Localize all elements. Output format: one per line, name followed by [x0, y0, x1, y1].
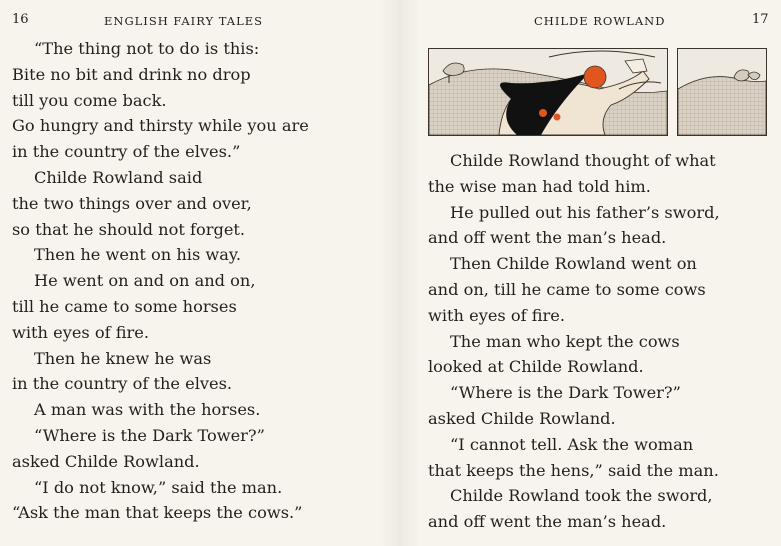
text-line: till you come back.	[12, 90, 167, 110]
text-line: so that he should not forget.	[12, 219, 246, 239]
text-line: He pulled out his father’s sword,	[450, 202, 720, 222]
text-line: and off went the man’s head.	[428, 228, 667, 248]
text-line: The man who kept the cows	[450, 331, 680, 351]
text-line: Childe Rowland took the sword,	[450, 486, 713, 506]
text-line: and off went the man’s head.	[428, 512, 667, 532]
text-line: A man was with the horses.	[34, 400, 261, 420]
text-line: “I do not know,” said the man.	[34, 477, 283, 497]
text-line: with eyes of fire.	[428, 305, 566, 325]
text-line: the wise man had told him.	[428, 176, 651, 196]
text-line: Childe Rowland thought of what	[450, 151, 716, 170]
right-page	[400, 0, 781, 546]
text-line: Go hungry and thirsty while you are	[12, 116, 309, 136]
text-line: “Where is the Dark Tower?”	[450, 383, 681, 403]
text-line: Then he went on his way.	[34, 245, 242, 265]
right-running-head: CHILDE ROWLAND	[534, 14, 666, 28]
text-line: Then Childe Rowland went on	[450, 254, 697, 274]
illustration-main-art	[429, 49, 667, 135]
text-line: in the country of the elves.	[12, 374, 233, 394]
text-line: He went on and on and on,	[34, 271, 256, 291]
text-line: with eyes of fire.	[12, 322, 150, 342]
illustration-main	[428, 48, 668, 136]
text-line: looked at Childe Rowland.	[428, 357, 644, 377]
text-line: “I cannot tell. Ask the woman	[450, 434, 694, 454]
right-page-text	[428, 148, 720, 535]
text-line: till he came to some horses	[12, 296, 237, 316]
text-line: Then he knew he was	[34, 348, 212, 368]
text-line: asked Childe Rowland.	[428, 408, 616, 428]
text-line: asked Childe Rowland.	[12, 451, 200, 471]
text-line: Childe Rowland said	[34, 167, 203, 187]
text-line: Bite no bit and drink no drop	[12, 64, 251, 84]
text-line: in the country of the elves.”	[12, 142, 241, 162]
text-line: and on, till he came to some cows	[428, 279, 706, 299]
left-page-text	[12, 36, 309, 526]
left-page-number: 16	[12, 12, 29, 27]
illustration-side	[677, 48, 767, 136]
text-line: “Where is the Dark Tower?”	[34, 425, 265, 445]
text-line: “The thing not to do is this:	[34, 39, 260, 58]
text-line: the two things over and over,	[12, 193, 252, 213]
text-line: that keeps the hens,” said the man.	[428, 460, 719, 480]
illustration-side-art	[678, 49, 766, 135]
right-page-number: 17	[752, 12, 769, 27]
left-running-head: ENGLISH FAIRY TALES	[104, 14, 264, 28]
text-line: “Ask the man that keeps the cows.”	[12, 503, 303, 523]
